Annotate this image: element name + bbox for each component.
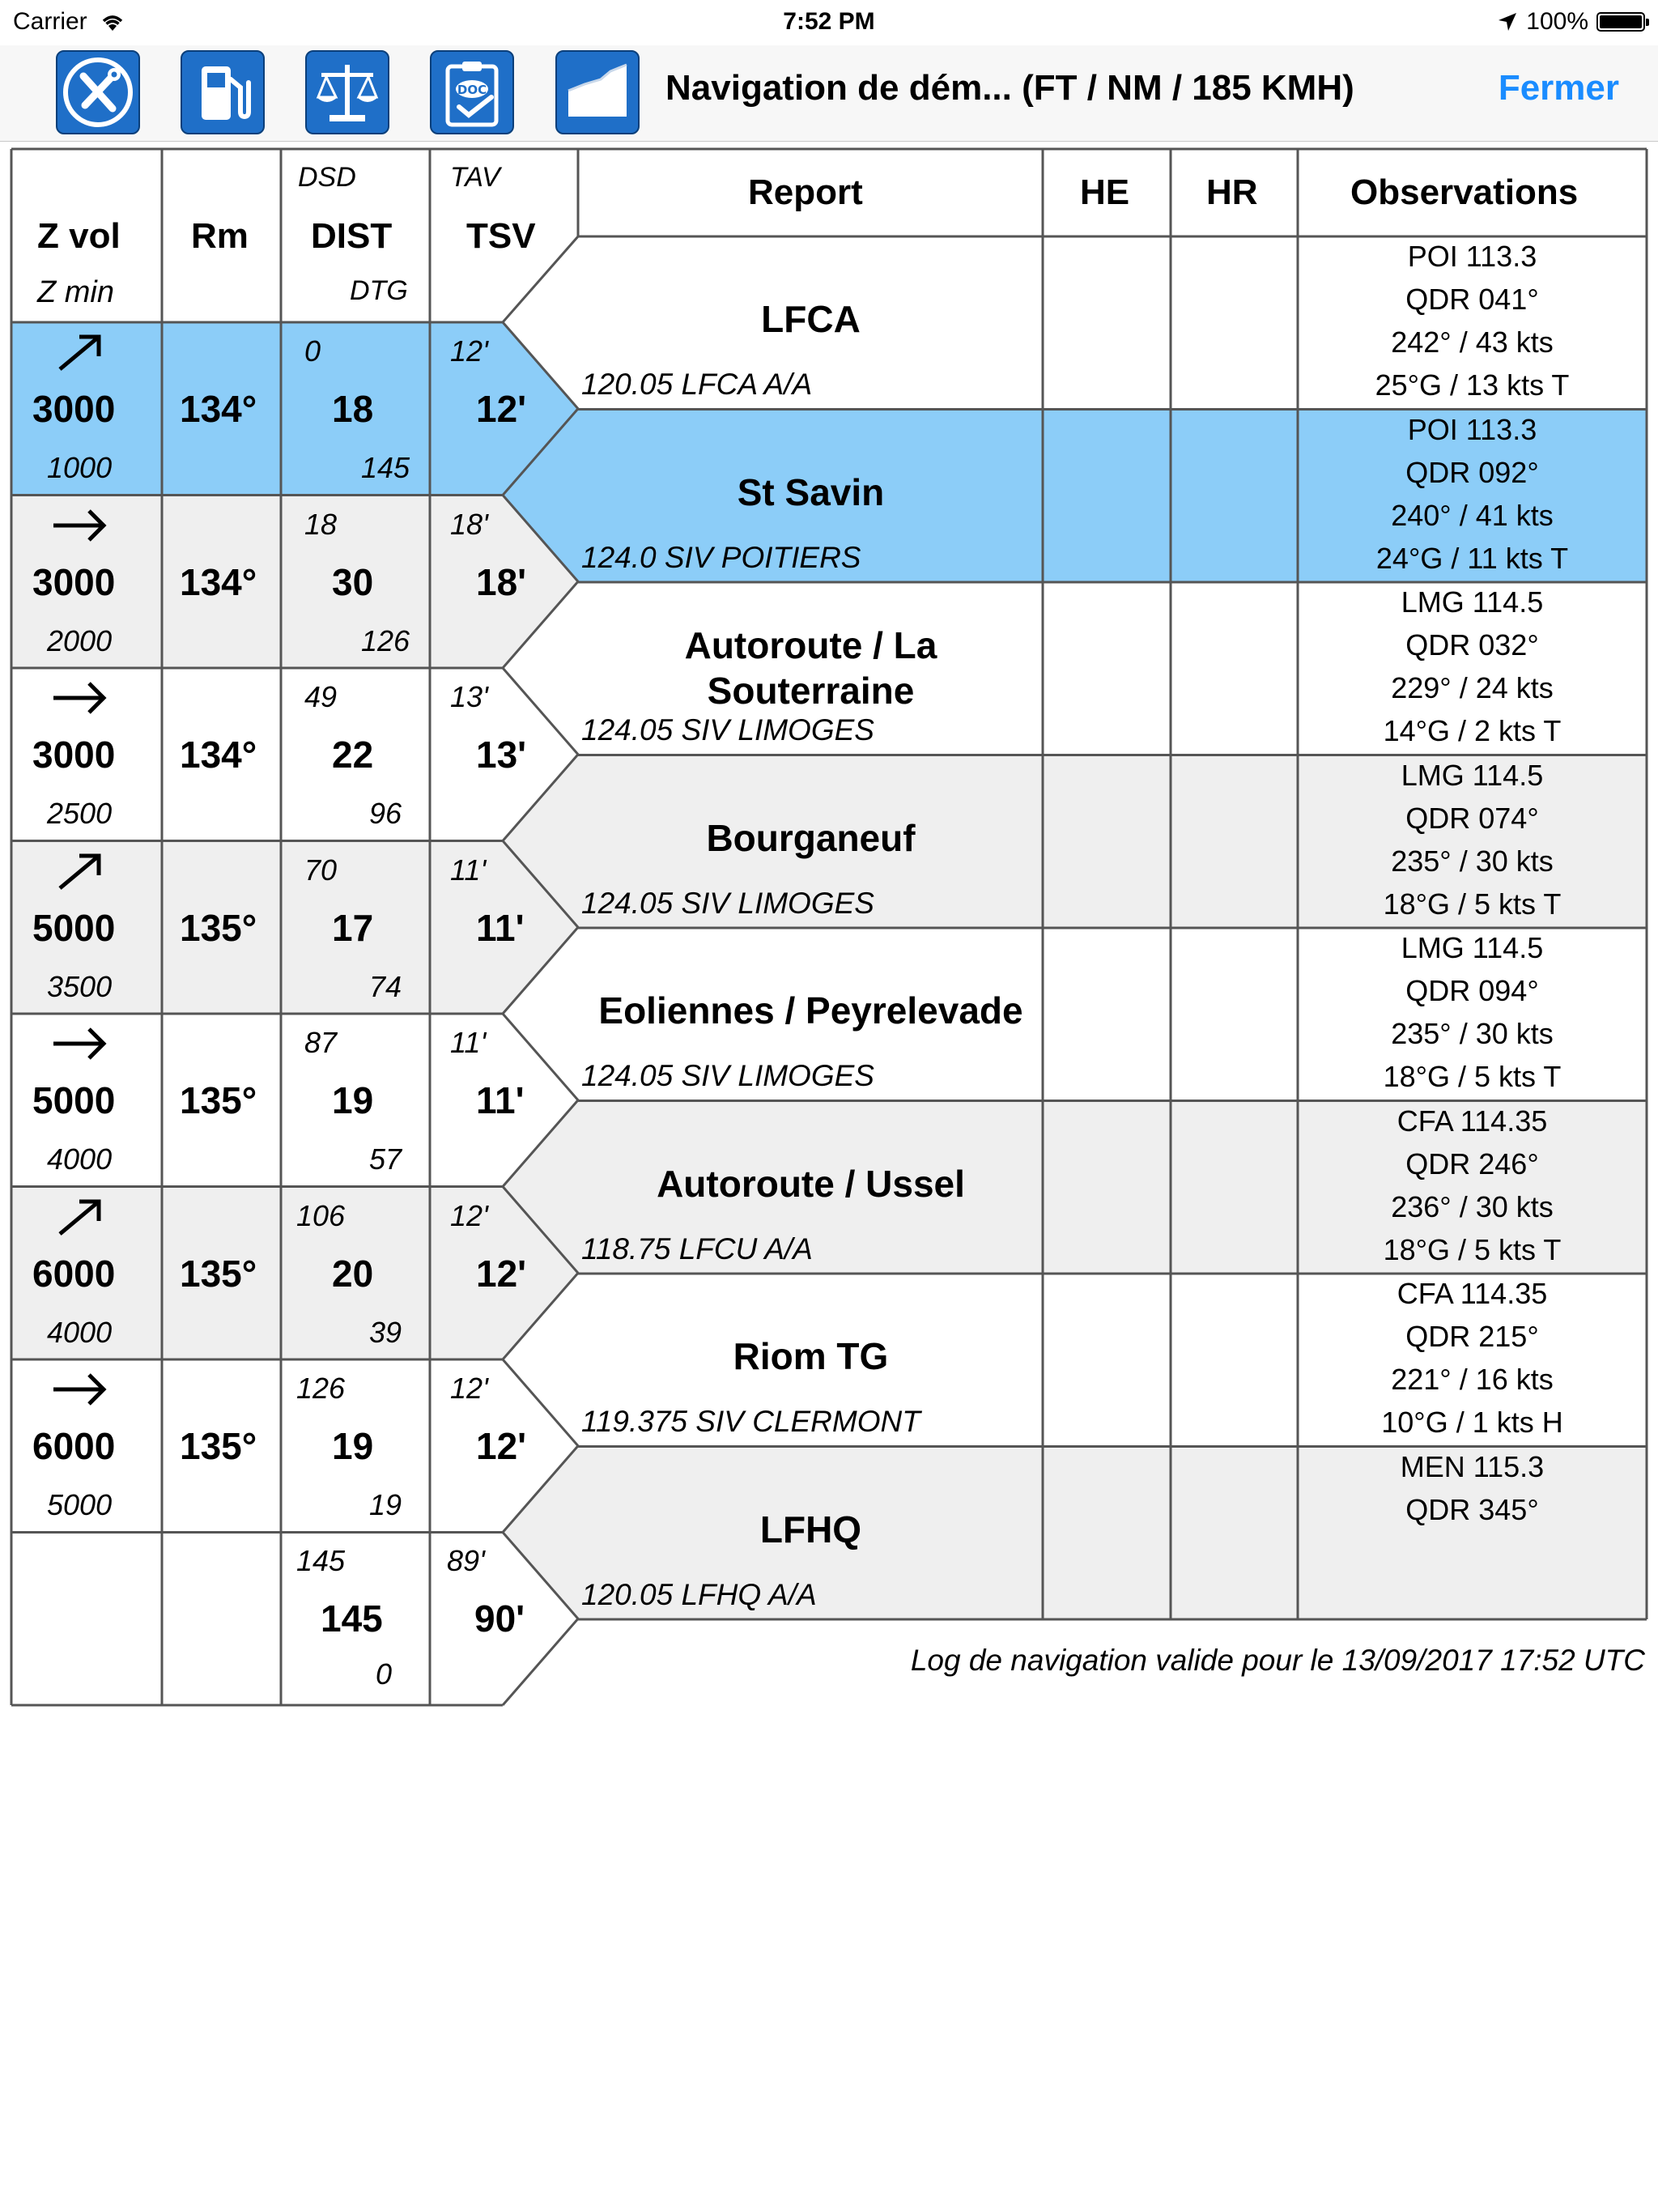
waypoint-observation: 14°G / 2 kts T	[1383, 714, 1562, 747]
waypoint-observation: MEN 115.3	[1400, 1449, 1545, 1483]
level-arrow-icon	[52, 676, 108, 720]
header-rm: Rm	[191, 216, 249, 256]
waypoint-frequency: 124.05 SIV LIMOGES	[581, 1059, 874, 1092]
waypoint-observation: LMG 114.5	[1401, 585, 1544, 619]
waypoint-observation: QDR 092°	[1405, 455, 1539, 489]
waypoint-observation: 235° / 30 kts	[1391, 844, 1554, 878]
waypoint-name: St Savin	[737, 470, 885, 513]
header-zmin: Z min	[37, 275, 114, 309]
waypoint-observation: 229° / 24 kts	[1391, 671, 1554, 704]
leg-zvol: 5000	[32, 906, 116, 949]
waypoint-observation: 235° / 30 kts	[1391, 1017, 1554, 1050]
leg-tsv: 11'	[476, 1079, 525, 1121]
level-arrow-icon	[52, 504, 108, 547]
total-dsd: 145	[296, 1544, 346, 1577]
leg-tsv: 11'	[476, 906, 525, 949]
waypoint-observation: 24°G / 11 kts T	[1375, 541, 1569, 575]
leg-zvol: 6000	[32, 1425, 116, 1467]
waypoint-name: Bourganeuf	[706, 816, 916, 859]
leg-dist: 17	[332, 906, 374, 949]
header-zvol: Z vol	[37, 216, 121, 256]
leg-tsv: 12'	[476, 1425, 527, 1467]
leg-rm: 135°	[180, 1425, 257, 1467]
waypoint-observation: 18°G / 5 kts T	[1383, 1060, 1562, 1093]
waypoint-observation: 10°G / 1 kts H	[1381, 1406, 1563, 1439]
leg-rm: 135°	[180, 1252, 257, 1295]
leg-tsv: 12'	[476, 1252, 527, 1295]
level-arrow-icon	[52, 1368, 108, 1411]
waypoint-observation: 18°G / 5 kts T	[1383, 1232, 1562, 1266]
leg-dsd: 18	[304, 507, 338, 541]
header-he: HE	[1080, 172, 1130, 212]
leg-rm: 134°	[180, 734, 257, 776]
leg-zmin: 3500	[47, 969, 113, 1003]
waypoint-observation: 25°G / 13 kts T	[1375, 368, 1570, 402]
waypoint-observation: QDR 094°	[1405, 974, 1539, 1007]
leg-dtg: 145	[361, 451, 410, 484]
leg-rm: 135°	[180, 906, 257, 949]
waypoint-observation: CFA 114.35	[1397, 1277, 1548, 1310]
waypoint-observation: 242° / 43 kts	[1391, 325, 1554, 359]
waypoint-name: Riom TG	[733, 1335, 889, 1377]
leg-dtg: 19	[369, 1488, 402, 1521]
leg-tsv: 13'	[476, 734, 527, 776]
leg-dist: 19	[332, 1079, 374, 1121]
leg-zmin: 2000	[47, 623, 113, 657]
clock: 7:52 PM	[783, 8, 875, 35]
waypoint-observation: QDR 074°	[1405, 801, 1539, 835]
waypoint-observation: 18°G / 5 kts T	[1383, 887, 1562, 921]
svg-text:DOC: DOC	[457, 83, 487, 97]
carrier-label: Carrier	[13, 8, 87, 35]
climb-arrow-icon	[52, 849, 108, 893]
waypoint-frequency: 124.05 SIV LIMOGES	[581, 886, 874, 920]
leg-zmin: 4000	[47, 1142, 113, 1176]
waypoint-frequency: 119.375 SIV CLERMONT	[581, 1405, 920, 1438]
leg-dtg: 39	[369, 1315, 402, 1349]
leg-zvol: 3000	[32, 734, 116, 776]
waypoint-name: Eoliennes / Peyrelevade	[598, 989, 1023, 1032]
leg-dtg: 57	[369, 1142, 402, 1176]
waypoint-observation: POI 113.3	[1407, 240, 1537, 273]
leg-zvol: 3000	[32, 560, 116, 603]
leg-dist: 22	[332, 734, 374, 776]
climb-arrow-icon	[52, 330, 108, 374]
header-dsd: DSD	[298, 162, 356, 193]
waypoint-frequency: 118.75 LFCU A/A	[581, 1231, 813, 1266]
leg-dist: 18	[332, 388, 374, 430]
waypoint-observation: 236° / 30 kts	[1391, 1189, 1554, 1223]
leg-zvol: 6000	[32, 1252, 116, 1295]
waypoint-observation: QDR 345°	[1405, 1492, 1539, 1526]
leg-zmin: 4000	[47, 1315, 113, 1349]
leg-zmin: 1000	[47, 451, 113, 484]
waypoint-observation: QDR 246°	[1405, 1146, 1539, 1180]
leg-rm: 134°	[180, 388, 257, 430]
waypoint-name: Autoroute / La Souterraine	[684, 624, 937, 712]
page-title: Navigation de dém... (FT / NM / 185 KMH)	[665, 68, 1354, 108]
waypoint-observation: POI 113.3	[1407, 412, 1537, 446]
header-dist: DIST	[311, 216, 393, 256]
leg-dsd: 87	[304, 1026, 338, 1059]
waypoint-observation: QDR 215°	[1405, 1320, 1539, 1353]
total-tav: 89'	[447, 1544, 485, 1577]
leg-dtg: 74	[369, 969, 402, 1003]
leg-dist: 20	[332, 1252, 374, 1295]
total-dist: 145	[321, 1597, 383, 1640]
leg-tsv: 12'	[476, 388, 527, 430]
leg-dsd: 0	[304, 334, 321, 368]
waypoint-name: Autoroute / Ussel	[657, 1162, 965, 1205]
header-tav: TAV	[450, 162, 500, 193]
leg-tsv: 18'	[476, 560, 527, 603]
leg-dtg: 96	[369, 797, 402, 830]
header-observations: Observations	[1350, 172, 1579, 212]
waypoint-observation: QDR 041°	[1405, 283, 1539, 316]
leg-tav: 12'	[450, 1198, 488, 1232]
total-dtg: 0	[376, 1657, 393, 1691]
leg-dsd: 126	[296, 1372, 346, 1405]
leg-tav: 12'	[450, 334, 488, 368]
validity-footer: Log de navigation valide pour le 13/09/2017 17:52 UTC	[910, 1644, 1645, 1677]
waypoint-frequency: 120.05 LFHQ A/A	[581, 1577, 817, 1611]
climb-arrow-icon	[52, 1195, 108, 1239]
waypoint-observation: LMG 114.5	[1401, 931, 1544, 964]
waypoint-observation: 221° / 16 kts	[1391, 1363, 1554, 1396]
total-tsv: 90'	[474, 1597, 525, 1640]
waypoint-name: LFHQ	[759, 1508, 862, 1551]
leg-zmin: 2500	[47, 797, 113, 830]
waypoint-frequency: 120.05 LFCA A/A	[581, 368, 813, 401]
leg-zvol: 5000	[32, 1079, 116, 1121]
waypoint-frequency: 124.05 SIV LIMOGES	[581, 713, 874, 747]
header-report: Report	[748, 172, 863, 212]
leg-dtg: 126	[361, 623, 410, 657]
leg-tav: 13'	[450, 680, 488, 713]
waypoint-frequency: 124.0 SIV POITIERS	[581, 540, 861, 574]
leg-tav: 11'	[450, 853, 487, 887]
waypoint-observation: CFA 114.35	[1397, 1104, 1548, 1138]
leg-tav: 18'	[450, 507, 488, 541]
leg-tav: 11'	[450, 1026, 487, 1059]
leg-dist: 19	[332, 1425, 374, 1467]
leg-dsd: 70	[304, 853, 338, 887]
leg-zmin: 5000	[47, 1488, 113, 1521]
leg-rm: 134°	[180, 560, 257, 603]
header-dtg: DTG	[350, 275, 408, 306]
waypoint-name: LFCA	[761, 298, 861, 340]
close-button[interactable]: Fermer	[1498, 68, 1619, 108]
battery-percent: 100%	[1526, 8, 1588, 35]
leg-dsd: 49	[304, 680, 338, 713]
leg-tav: 12'	[450, 1372, 488, 1405]
leg-dsd: 106	[296, 1198, 346, 1232]
waypoint-observation: 240° / 41 kts	[1391, 498, 1554, 532]
leg-rm: 135°	[180, 1079, 257, 1121]
waypoint-observation: QDR 032°	[1405, 628, 1539, 661]
header-tsv: TSV	[466, 216, 536, 256]
leg-dist: 30	[332, 560, 374, 603]
leg-zvol: 3000	[32, 388, 116, 430]
header-hr: HR	[1206, 172, 1258, 212]
level-arrow-icon	[52, 1022, 108, 1066]
waypoint-observation: LMG 114.5	[1401, 758, 1544, 792]
